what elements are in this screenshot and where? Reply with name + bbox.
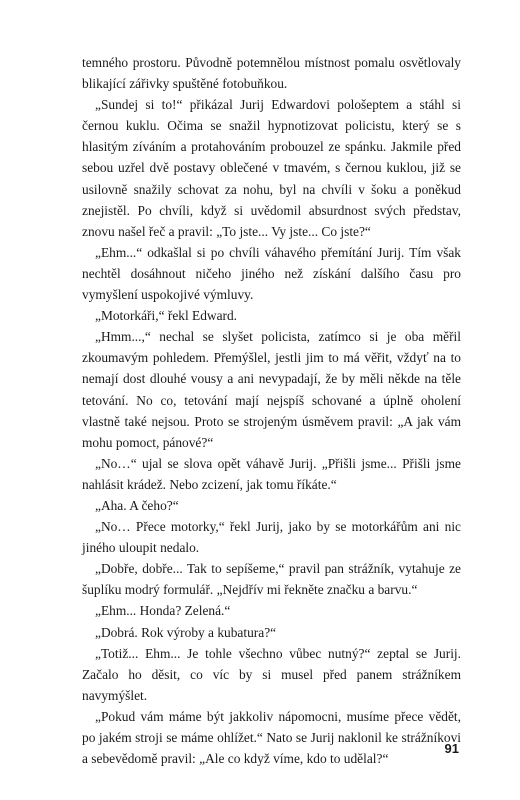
paragraph: „No…“ ujal se slova opět váhavě Jurij. „Přišli jsme... Přišli jsme nahlásit krádež. Nebo zcizení, jak tomu říkáte.“ (82, 455, 461, 492)
paragraph: „Ehm...“ odkašlal si po chvíli váhavého přemítání Jurij. Tím však nechtěl dosáhnout ničeho jiného než získání dalšího času pro vymyšlení uspokojivé výmluvy. (82, 244, 461, 303)
page-number: 91 (444, 741, 459, 756)
paragraph: „Pokud vám máme být jakkoliv nápomocni, musíme přece vědět, po jakém stroji se máme ohlížet.“ Nato se Jurij naklonil ke strážníkovi a sebevědomě pravil: „Ale co když víme, kdo to udělal?“ (82, 708, 461, 767)
paragraph: temného prostoru. Původně potemnělou místnost pomalu osvětlovaly blikající zářivky spuštěné fotobuňkou. (82, 55, 461, 92)
paragraph: „Motorkáři,“ řekl Edward. (95, 308, 238, 324)
paragraph: „Ehm... Honda? Zelená.“ (95, 603, 231, 619)
paragraph: „Aha. A čeho?“ (95, 497, 179, 513)
paragraph: „Dobrá. Rok výroby a kubatura?“ (95, 624, 277, 640)
paragraph: „Totiž... Ehm... Je tohle všechno vůbec nutný?“ zeptal se Jurij. Začalo ho děsit, co víc by si musel před panem strážníkem navymýšlet. (82, 645, 461, 703)
page-body (82, 52, 461, 769)
paragraph: „Sundej si to!“ přikázal Jurij Edwardovi pološeptem a stáhl si černou kuklu. Očima se snažil hypnotizovat policistu, který se s hlasitým zíváním a protahováním probouzel ze spánku. Jakmile před sebou uzřel dvě postavy oblečené v tmavém, s černou kuklou, již se usilovně snažily schovat za nohu, byl na chvíli v šoku a poněkud znejistěl. Po chvíli, když si uvědomil absurdnost svých představ, znovu našel řeč a pravil: „To jste... Vy jste... Co jste?“ (82, 97, 461, 239)
paragraph: „Hmm...,“ nechal se slyšet policista, zatímco si je oba měřil zkoumavým pohledem. Přemýšlel, jestli jim to má věřit, vždyť na to nemají dost dlouhé vousy a ani nevypadají, že by měli někde na těle tetování. No co, tetování mají nejspíš schované a úplně oholení vlastně také nejsou. Proto se strojeným úsměvem pravil: „A jak vám mohu pomoct, pánové?“ (82, 329, 461, 450)
paragraph: „Dobře, dobře... Tak to sepíšeme,“ pravil pan strážník, vytahuje ze šuplíku modrý formulář. „Nejdřív mi řekněte značku a barvu.“ (82, 561, 461, 598)
paragraph: „No… Přece motorky,“ řekl Jurij, jako by se motorkářům ani nic jiného uloupit nedalo. (82, 519, 461, 556)
